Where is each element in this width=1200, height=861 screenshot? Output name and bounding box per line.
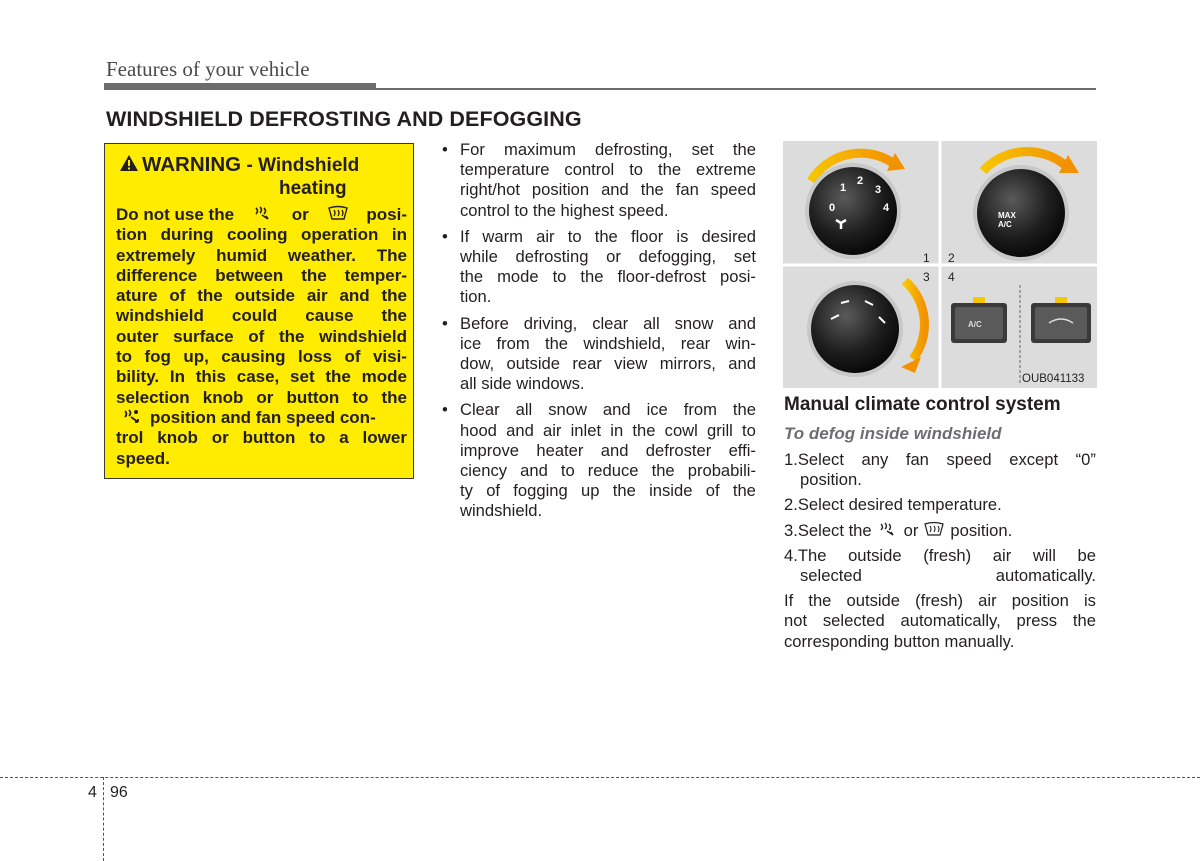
warning-triangle-icon — [119, 154, 139, 172]
word: between — [215, 265, 284, 285]
word: or — [211, 428, 229, 448]
word: all — [643, 313, 660, 333]
word: dow, — [460, 354, 495, 374]
warning-line — [116, 408, 407, 428]
word: ciency — [460, 461, 508, 481]
word: If — [784, 591, 794, 611]
word: button — [286, 387, 340, 407]
word: snow — [548, 400, 587, 420]
list-item — [442, 314, 756, 395]
step-text-segment: or — [903, 520, 919, 540]
word: 4.The — [784, 545, 827, 565]
warning-text-segment: Do not use the — [116, 205, 235, 224]
word: is — [1084, 591, 1096, 611]
note-line — [784, 591, 1096, 611]
word: difference — [116, 265, 198, 285]
word: selection — [116, 387, 190, 407]
word: the — [460, 267, 484, 287]
word: and — [728, 313, 756, 333]
word: speed — [946, 450, 992, 469]
step-item — [784, 521, 1096, 541]
word: fan — [675, 180, 699, 200]
word: and — [728, 354, 756, 374]
step-line: 2.Select desired temperature. — [784, 495, 1002, 515]
word: air — [536, 226, 555, 246]
word: cause — [305, 306, 354, 326]
word: windshield, — [583, 333, 666, 353]
warning-heading — [119, 154, 359, 177]
word: mode — [361, 367, 407, 387]
word: outer — [116, 326, 159, 346]
bullet-line — [460, 180, 756, 200]
word: set — [290, 367, 315, 387]
word: the — [580, 267, 604, 287]
word: a — [339, 428, 349, 448]
word: If — [460, 226, 470, 246]
word: speed — [710, 180, 756, 200]
word: “0” — [1075, 450, 1096, 469]
bullet-line — [460, 334, 756, 354]
word: floor — [630, 226, 664, 246]
word: and — [600, 440, 629, 460]
word: of — [705, 481, 720, 501]
list-item — [442, 400, 756, 521]
bullet-dot: • — [442, 226, 448, 246]
word: up — [581, 481, 600, 501]
header-rule-thin — [376, 88, 1096, 90]
word: of — [169, 286, 186, 306]
step-item — [784, 546, 1096, 586]
word: any — [861, 450, 889, 469]
word: the — [325, 367, 351, 387]
bullet-line — [460, 160, 756, 180]
warning-text-segment: or — [291, 205, 309, 224]
warning-text-segment: posi- — [366, 205, 407, 224]
word: hood — [460, 420, 497, 440]
defrost-floor-icon — [877, 521, 899, 537]
bullet-line — [460, 354, 756, 374]
step-line — [784, 566, 1096, 586]
word: automatically, — [900, 611, 1001, 631]
word: snow — [674, 313, 714, 333]
word: reduce — [587, 461, 639, 481]
header-rule-thick — [104, 83, 376, 90]
word: floor-defrost — [617, 267, 706, 287]
warning-text-segment: speed. — [116, 448, 170, 468]
word: knob — [157, 428, 198, 448]
warning-keyword: WARNING — [142, 153, 242, 176]
word: (fresh) — [923, 545, 972, 565]
footer-rule — [0, 777, 1200, 778]
bullet-line — [460, 267, 756, 287]
word: ty — [460, 481, 473, 501]
word: loss — [297, 347, 333, 367]
step-text-segment: 3.Select the — [784, 520, 872, 540]
word: the — [732, 481, 756, 501]
word: surface — [173, 326, 234, 346]
step-line — [784, 521, 1096, 541]
word: In — [169, 367, 185, 387]
bullet-dot: • — [442, 140, 448, 159]
word: windshield — [319, 326, 407, 346]
bullet-line — [460, 247, 756, 267]
knob-label: 1 — [840, 182, 847, 194]
bullet-line — [460, 227, 756, 247]
word: fan — [905, 450, 929, 469]
word: knob — [202, 387, 244, 407]
warning-text — [116, 205, 407, 469]
word: visi- — [372, 347, 407, 367]
word: the — [381, 387, 407, 407]
word: fog — [144, 347, 171, 367]
word: posi- — [719, 267, 756, 287]
knob-label: 2 — [857, 175, 864, 187]
warning-box — [104, 143, 414, 479]
word: the — [632, 420, 656, 440]
word: probabili- — [687, 461, 756, 481]
bullet-line — [460, 314, 756, 334]
knob-label: 4 — [883, 202, 890, 214]
warning-line — [116, 388, 407, 408]
step-text-segment: position. — [950, 520, 1013, 540]
word: desired — [701, 226, 756, 246]
word: Clear — [460, 400, 500, 420]
word: to — [629, 160, 644, 180]
word: the — [640, 180, 664, 200]
word: all — [515, 400, 533, 420]
word: lower — [362, 428, 407, 448]
warning-text-segment: position and fan speed con- — [150, 407, 376, 427]
climate-control-figure — [783, 141, 1097, 388]
word: the — [657, 160, 682, 180]
list-item — [442, 227, 756, 308]
word: grill — [707, 420, 733, 440]
word: position — [1011, 591, 1069, 611]
word: defrosting, — [595, 140, 673, 159]
warning-line — [116, 367, 407, 387]
word: causing — [221, 347, 286, 367]
word: rear — [680, 333, 711, 353]
warning-line — [116, 347, 407, 367]
word: mirrors, — [659, 354, 716, 374]
knob-label: A/C — [998, 220, 1012, 229]
word: the — [594, 226, 618, 246]
note-line — [784, 611, 1096, 631]
word: could — [231, 306, 278, 326]
bullet-line — [460, 140, 756, 160]
note-paragraph — [784, 591, 1096, 652]
word: from — [683, 400, 717, 420]
word: selected — [800, 566, 862, 586]
word: outside — [848, 545, 902, 565]
word: air — [542, 420, 562, 440]
word: the — [651, 461, 675, 481]
bullet-line: all side windows. — [460, 374, 585, 394]
word: control — [564, 160, 615, 180]
mode-knob — [811, 285, 899, 373]
word: warm — [482, 226, 523, 246]
word: outside — [506, 354, 560, 374]
word: of — [248, 326, 265, 346]
bullet-dot: • — [442, 400, 448, 420]
warning-line — [116, 205, 407, 225]
word: view — [614, 354, 648, 374]
word: and — [339, 286, 370, 306]
footer-vertical-rule — [103, 777, 104, 861]
word: weather. — [287, 245, 356, 265]
word: to — [116, 347, 133, 367]
knob-label: 0 — [829, 202, 836, 214]
word: heater — [536, 440, 584, 460]
word: win- — [725, 333, 756, 353]
instructions — [784, 450, 1096, 652]
subsection-subtitle: To defog inside windshield — [784, 424, 1002, 443]
word: cooling — [227, 225, 288, 245]
word: temper- — [344, 265, 407, 285]
word: mode — [497, 267, 539, 287]
word: the — [544, 333, 569, 353]
word: to — [309, 428, 326, 448]
note-line: corresponding button manually. — [784, 631, 1015, 651]
word: while — [460, 247, 498, 267]
word: extreme — [696, 160, 756, 180]
word: not — [784, 611, 808, 631]
word: and — [520, 461, 548, 481]
word: to — [742, 420, 756, 440]
word: humid — [216, 245, 268, 265]
word: button — [242, 428, 296, 448]
word: the — [197, 286, 223, 306]
word: driving, — [523, 313, 578, 333]
word: position. — [800, 470, 862, 490]
word: the — [381, 286, 407, 306]
word: the — [732, 400, 756, 420]
word: the — [381, 306, 407, 326]
word: or — [256, 387, 274, 407]
floor-defrost-mode-icon — [122, 408, 144, 424]
word: to — [560, 461, 575, 481]
step-item — [784, 495, 1096, 515]
bullet-line: windshield. — [460, 501, 543, 521]
warning-line — [116, 449, 407, 469]
word: The — [376, 245, 407, 265]
figure-caption: OUB041133 — [1022, 373, 1085, 385]
word: from — [496, 333, 530, 353]
word: will — [1032, 545, 1056, 565]
warning-line — [116, 306, 407, 326]
word: (fresh) — [915, 591, 964, 611]
warning-line — [116, 428, 407, 448]
word: ice — [460, 333, 482, 353]
word: extremely — [116, 245, 196, 265]
word: air — [992, 545, 1012, 565]
word: is — [676, 226, 689, 246]
word: ice — [646, 400, 668, 420]
word: air — [978, 591, 997, 611]
word: rear — [572, 354, 602, 374]
step-line — [784, 546, 1096, 566]
word: the — [612, 481, 636, 501]
warning-line — [116, 225, 407, 245]
knob-label: 3 — [875, 184, 882, 196]
word: be — [1077, 545, 1096, 565]
warning-subject-line1: - Windshield — [246, 155, 360, 176]
knob-label: MAX — [998, 211, 1016, 220]
bullet-dot: • — [442, 313, 448, 333]
word: clear — [592, 313, 629, 333]
bullet-line — [460, 441, 756, 461]
button-face — [1035, 307, 1087, 339]
word: defogging, — [638, 247, 717, 267]
chapter-number: 4 — [88, 784, 97, 801]
word: and — [506, 420, 534, 440]
word: the — [808, 591, 832, 611]
word: operation — [300, 225, 379, 245]
word: Before — [460, 313, 509, 333]
word: defroster — [645, 440, 712, 460]
warning-line — [116, 286, 407, 306]
page-number: 96 — [110, 784, 128, 801]
step-line — [784, 470, 1096, 490]
temperature-knob — [977, 169, 1065, 257]
word: inside — [649, 481, 693, 501]
defrost-windshield-icon — [923, 521, 945, 537]
button-label: A/C — [968, 320, 982, 329]
word: the — [301, 265, 327, 285]
word: ature — [116, 286, 158, 306]
word: inlet — [570, 420, 602, 440]
word: windshield — [116, 306, 204, 326]
word: selected — [822, 611, 885, 631]
word: and — [602, 400, 631, 420]
word: fogging — [513, 481, 568, 501]
word: or — [606, 247, 621, 267]
word: cowl — [664, 420, 698, 440]
word: this — [195, 367, 226, 387]
word: the — [1072, 611, 1096, 631]
panel-number: 4 — [948, 270, 955, 284]
bullet-line: tion. — [460, 287, 492, 307]
warning-line — [116, 246, 407, 266]
section-title: WINDSHIELD DEFROSTING AND DEFOGGING — [106, 107, 582, 131]
word: in — [610, 420, 624, 440]
word: case, — [236, 367, 280, 387]
word: defrosting — [515, 247, 589, 267]
word: set — [733, 247, 756, 267]
subsection-title: Manual climate control system — [784, 394, 1061, 415]
warning-line — [116, 327, 407, 347]
list-item — [442, 140, 756, 221]
word: position — [531, 180, 590, 200]
word: temperature — [460, 160, 550, 180]
panel-number: 3 — [923, 270, 930, 284]
panel-number: 2 — [948, 251, 955, 265]
word: to — [567, 226, 582, 246]
button-indicator — [973, 297, 985, 303]
running-header: Features of your vehicle — [106, 57, 310, 81]
word: to — [352, 387, 369, 407]
word: maximum — [504, 140, 576, 159]
step-item — [784, 450, 1096, 490]
warning-line — [116, 266, 407, 286]
bullet-list — [442, 140, 756, 528]
word: set — [691, 140, 714, 159]
defrost-windshield-icon — [327, 205, 349, 221]
word: during — [160, 225, 214, 245]
defrost-floor-icon — [252, 205, 274, 221]
word: except — [1009, 450, 1059, 469]
warning-subject-line2: heating — [279, 178, 347, 199]
word: automatically. — [995, 566, 1096, 586]
word: 1.Select — [784, 450, 844, 469]
word: of — [486, 481, 501, 501]
word: the — [732, 140, 756, 159]
word: outside — [234, 286, 296, 306]
word: tion — [116, 225, 148, 245]
bullet-line — [460, 461, 756, 481]
word: outside — [846, 591, 901, 611]
word: and — [601, 180, 629, 200]
word: up, — [183, 347, 209, 367]
word: improve — [460, 440, 520, 460]
word: to — [552, 267, 567, 287]
bullet-line — [460, 421, 756, 441]
bullet-line — [460, 400, 756, 420]
word: bility. — [116, 367, 160, 387]
word: air — [306, 286, 328, 306]
word: effi- — [728, 440, 756, 460]
word: right/hot — [460, 180, 520, 200]
word: press — [1016, 611, 1058, 631]
word: of — [344, 347, 361, 367]
word: the — [279, 326, 305, 346]
word: For — [460, 140, 485, 159]
bullet-line — [460, 481, 756, 501]
word: trol — [116, 428, 144, 448]
word: in — [391, 225, 407, 245]
panel-number: 1 — [923, 251, 930, 265]
bullet-line: control to the highest speed. — [460, 200, 669, 220]
button-indicator — [1055, 297, 1067, 303]
step-line — [784, 450, 1096, 470]
